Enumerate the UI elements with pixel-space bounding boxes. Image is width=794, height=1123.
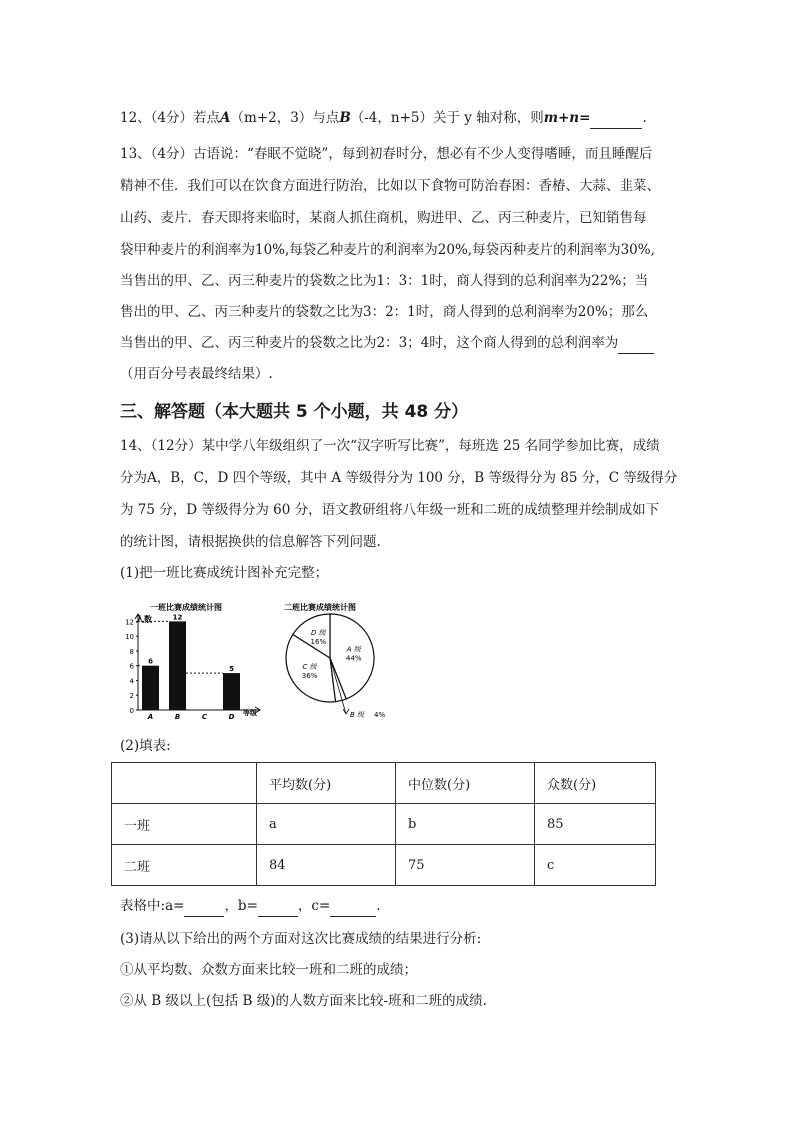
point-b-label: B: [339, 110, 351, 126]
q14-part-1: (1)把一班比赛成统计图补充完整；: [120, 565, 329, 581]
q13-line-1: 13、（4分）古语说：“春眠不觉晓”，每到初春时分，想必有不少人变得嗜睡，而且睡醒后: [120, 146, 653, 162]
bar-chart-ylabel: 人数: [136, 615, 152, 624]
table-fill-label: 表格中:: [120, 898, 166, 914]
x-tick-label: D: [228, 713, 235, 720]
table-cell: 一班: [112, 804, 257, 845]
q13-line-4: 袋甲种麦片的利润率为10%,每袋乙种麦片的利润率为20%,每袋丙种麦片的利润率为30%,: [120, 242, 655, 258]
q14-part-3: (3)请从以下给出的两个方面对这次比赛成绩的结果进行分析:: [120, 931, 482, 947]
q13-line-2: 精神不佳．我们可以在饮食方面进行防治，比如以下食物可防治春困：香椿、大蒜、韭菜、: [120, 178, 660, 194]
table-cell: a: [257, 804, 396, 845]
pie-chart-title: 二班比赛成绩统计图: [284, 603, 356, 612]
table-header-row: [112, 763, 656, 804]
table-header-cell: 平均数(分): [257, 763, 396, 804]
table-cell: 75: [396, 845, 535, 886]
pie-chart-svg: [278, 600, 398, 720]
y-tick-label: 0: [129, 707, 134, 715]
pie-slice-label: B 级: [350, 711, 365, 719]
c-answer-blank[interactable]: [330, 896, 376, 917]
q13-line-5: 当售出的甲、乙、丙三种麦片的袋数之比为1：3：1时，商人得到的总利润率为22%；当: [120, 273, 649, 289]
table-cell: 84: [257, 845, 396, 886]
q12-expression: m+n=: [543, 110, 591, 126]
bar-chart-title: 一班比赛成绩统计图: [150, 603, 222, 612]
x-tick-label: A: [147, 713, 154, 720]
y-tick-label: 2: [129, 692, 134, 701]
section-title: 三、解答题（本大题共 5 个小题，共 48 分）: [120, 402, 469, 422]
q12-rest: 关于 y 轴对称，则: [432, 110, 544, 126]
y-tick-label: 10: [125, 633, 134, 642]
point-a-label: A: [220, 110, 231, 126]
table-fill-line: [120, 896, 381, 917]
q13-line-6: 售出的甲、乙、丙三种麦片的袋数之比为3：2：1时，商人得到的总利润率为20%；那么: [120, 304, 649, 320]
q14-line-4: 的统计图，请根据换供的信息解答下列问题.: [120, 534, 381, 550]
y-tick-label: 6: [129, 662, 134, 671]
table-cell: b: [396, 804, 535, 845]
q12-prefix: 12、（4分）若点: [120, 110, 221, 126]
y-tick-label: 8: [129, 647, 134, 656]
point-b-coord: （-4，n+5）: [350, 110, 433, 126]
bar-value-label: 12: [172, 613, 183, 622]
x-tick-label: B: [174, 713, 181, 720]
pie-slice-label: A 级: [346, 645, 361, 654]
pie-slice-pct: 44%: [345, 654, 362, 663]
bar-value-label: 5: [229, 665, 234, 674]
table-cell: 二班: [112, 845, 257, 886]
b-answer-blank[interactable]: [258, 896, 298, 917]
table-header-cell: 中位数(分): [396, 763, 535, 804]
pie-slice-pct: 16%: [310, 637, 327, 646]
bar: [223, 673, 240, 710]
q13-line-7: [120, 333, 654, 354]
table-row: [112, 845, 656, 886]
b-label: ，b=: [224, 898, 258, 914]
a-label: a=: [165, 898, 185, 914]
bar: [142, 666, 159, 710]
q12-answer-blank[interactable]: [590, 108, 642, 129]
table-cell: 85: [535, 804, 656, 845]
q13-line-3: 山药、麦片．春天即将来临时，某商人抓住商机，购进甲、乙、丙三种麦片，已知销售每: [120, 210, 647, 226]
question-12: [120, 108, 647, 129]
table-fill-end: .: [376, 898, 381, 914]
b-leader-arrow: [343, 709, 349, 714]
score-table: [111, 762, 656, 886]
q12-mid: 与点: [312, 110, 340, 126]
bar-value-label: 6: [148, 657, 153, 666]
table-header-cell: [112, 763, 257, 804]
q14-sub-1: ①从平均数、众数方面来比较一班和二班的成绩；: [120, 962, 417, 978]
q14-part-2: (2)填表:: [120, 738, 171, 754]
table-cell: c: [535, 845, 656, 886]
pie-slice-pct: 4%: [374, 711, 386, 719]
y-tick-label: 12: [125, 618, 134, 627]
q13-last-line: （用百分号表最终结果）.: [120, 366, 273, 382]
q13-line-7-text: 当售出的甲、乙、丙三种麦片的袋数之比为2：3；4时，这个商人得到的总利润率为: [120, 335, 619, 351]
a-answer-blank[interactable]: [184, 896, 224, 917]
pie-slice-label: D 级: [311, 628, 326, 637]
q14-line-1: 14、（12分）某中学八年级组织了一次“汉字听写比赛”，每班选 25 名同学参加比赛，成绩: [120, 438, 660, 454]
point-a-coord: （m+2，3）: [230, 110, 313, 126]
q13-answer-blank[interactable]: [618, 333, 654, 354]
q14-line-2: 分为A，B，C，D 四个等级，其中 A 等级得分为 100 分，B 等级得分为 85 分，C 等级得分: [120, 470, 678, 486]
bar: [169, 621, 186, 710]
class1-bar-chart: [112, 600, 272, 720]
table-row: [112, 804, 656, 845]
c-label: ，c=: [297, 898, 331, 914]
q14-sub-2: ②从 B 级以上(包括 B 级)的人数方面来比较-班和二班的成绩.: [120, 993, 487, 1009]
bar-chart-xlabel: 等级: [243, 709, 257, 717]
y-tick-label: 4: [129, 677, 134, 686]
class2-pie-chart: [278, 600, 398, 720]
pie-slice-label: C 级: [302, 662, 317, 671]
q12-end: .: [642, 110, 647, 126]
table-header-cell: 众数(分): [535, 763, 656, 804]
q14-line-3: 为 75 分，D 等级得分为 60 分，语文教研组将八年级一班和二班的成绩整理并绘制成如下: [120, 502, 660, 518]
x-tick-label: C: [201, 713, 208, 720]
bar-chart-svg: [112, 600, 272, 720]
pie-slice-pct: 36%: [301, 671, 318, 680]
